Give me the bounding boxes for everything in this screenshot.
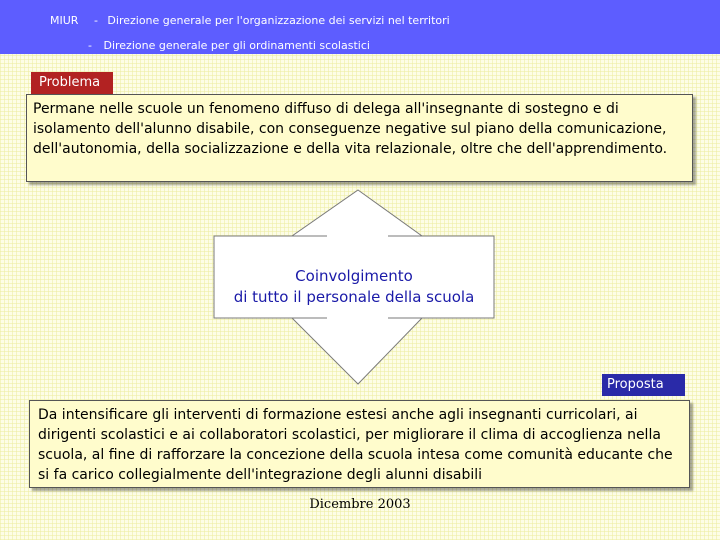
center-title-line-2: di tutto il personale della scuola — [233, 288, 475, 306]
problema-label: Problema — [31, 72, 113, 94]
header-directorate-2: Direzione generale per gli ordinamenti scolastici — [103, 39, 370, 52]
problema-text: Permane nelle scuole un fenomeno diffuso di delega all'insegnante di sostegno e di isolamento dell'alunno disabile, con conseguenze negative sul piano della comunicazione, dell'autonomia, della socializzazione e della vita relazionale, oltre che dell'apprendimento. — [33, 101, 668, 157]
problema-box — [26, 94, 693, 182]
header-dash-1: - — [93, 14, 98, 27]
center-text — [214, 266, 494, 308]
header-directorate-1: Direzione generale per l'organizzazione dei servizi nel territori — [107, 14, 450, 27]
org-name: MIUR — [50, 14, 79, 27]
proposta-text: Da intensificare gli interventi di formazione estesi anche agli insegnanti curricolari, ai dirigenti scolastici e ai collaboratori scolastici, per migliorare il clima di accoglienza nella scuola, al fine di rafforzare la concezione della scuola intesa come comunità educante che si fa carico collegialmente dell'integrazione degli alunni disabili — [38, 407, 673, 483]
proposta-box — [29, 400, 690, 488]
header-dash-2: - — [88, 39, 92, 52]
center-title-line-1: Coinvolgimento — [295, 267, 413, 285]
proposta-label: Proposta — [602, 374, 685, 396]
footer-date: Dicembre 2003 — [309, 497, 411, 512]
